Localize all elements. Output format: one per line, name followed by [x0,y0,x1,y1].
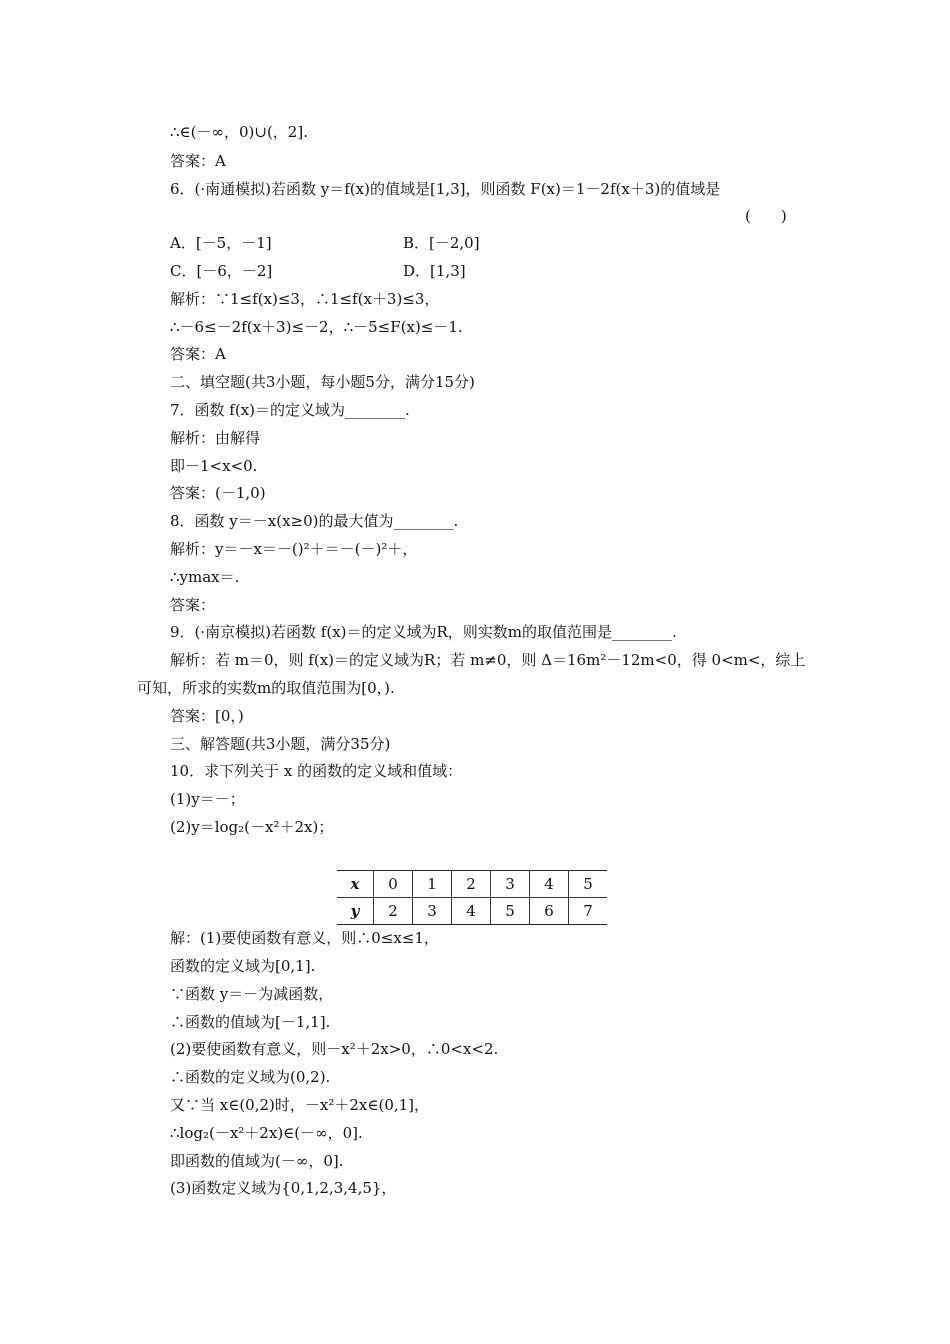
table-cell: 2 [374,898,413,925]
table-cell: 6 [530,898,569,925]
sub-question-2: (2)y＝log₂(－x²＋2x)； [170,818,334,836]
table-row [337,898,607,925]
analysis-line: 解析：由解得 [170,429,261,447]
option-c: C．[－6，－2] [170,262,273,280]
table-header-cell: x [337,871,374,898]
text-line: 即－1<x<0. [170,457,258,475]
table-header-cell: y [337,898,374,925]
question-7: 7．函数 f(x)＝的定义域为________. [170,401,410,419]
table-cell: 5 [569,871,608,898]
section-heading: 二、填空题(共3小题，每小题5分，满分15分) [170,373,475,391]
question-8: 8．函数 y＝－x(x≥0)的最大值为________. [170,512,459,530]
text-line: ∴∈(－∞，0)∪(，2]. [170,123,308,141]
table-cell: 2 [452,871,491,898]
answer-blank: ( ) [745,207,787,225]
question-6: 6．(·南通模拟)若函数 y＝f(x)的值域是[1,3]，则函数 F(x)＝1－2f(x＋3)的值域是 [170,180,721,198]
text-line: 函数的定义域为[0,1]. [170,957,316,975]
option-b: B．[－2,0] [403,234,480,252]
sub-question-1: (1)y＝－； [170,790,245,808]
analysis-line: 解析：y＝－x＝－()²＋＝－(－)²＋， [170,540,418,558]
text-line: 即函数的值域为(－∞，0]. [170,1152,344,1170]
option-d: D．[1,3] [403,262,466,280]
text-line: ∴log₂(－x²＋2x)∈(－∞，0]. [170,1124,363,1142]
text-line: ∴函数的值域为[－1,1]. [170,1013,331,1031]
solution-line: 解：(1)要使函数有意义，则∴0≤x≤1， [170,929,439,947]
table-cell: 3 [491,871,530,898]
text-line: (2)要使函数有意义，则－x²＋2x>0，∴0<x<2. [170,1040,499,1058]
question-9: 9．(·南京模拟)若函数 f(x)＝的定义域为R，则实数m的取值范围是________. [170,623,677,641]
text-line: ∴函数的定义域为(0,2). [170,1068,331,1086]
question-10: 10．求下列关于 x 的函数的定义域和值域： [170,762,463,780]
answer-line: 答案：A [170,152,226,170]
text-line: (3)函数定义域为{0,1,2,3,4,5}， [170,1179,397,1197]
answer-line: 答案：A [170,345,226,363]
table-cell: 0 [374,871,413,898]
analysis-line: 解析：∵1≤f(x)≤3，∴1≤f(x＋3)≤3， [170,290,440,308]
answer-line: 答案：[0，) [170,707,244,725]
table-row [337,871,607,898]
table-cell: 3 [413,898,452,925]
table-cell: 7 [569,898,608,925]
section-heading: 三、解答题(共3小题，满分35分) [170,735,391,753]
option-a: A．[－5，－1] [170,234,272,252]
answer-line: 答案： [170,596,216,614]
table-cell: 4 [530,871,569,898]
table-cell: 4 [452,898,491,925]
table-cell: 1 [413,871,452,898]
table-cell: 5 [491,898,530,925]
answer-line: 答案：(－1,0) [170,484,266,502]
analysis-line: 解析：若 m＝0，则 f(x)＝的定义域为R；若 m≠0，则 Δ＝16m²－12m<0，得 0<m<，综上 [170,651,806,669]
text-line: ∴－6≤－2f(x＋3)≤－2，∴－5≤F(x)≤－1. [170,318,463,336]
xy-table [337,870,607,925]
text-line: ∵函数 y＝－为减函数， [170,985,334,1003]
text-line: 又∵当 x∈(0,2)时，－x²＋2x∈(0,1]， [170,1096,430,1114]
text-line: ∴ymax＝. [170,568,240,586]
text-line: 可知，所求的实数m的取值范围为[0，). [137,679,395,697]
